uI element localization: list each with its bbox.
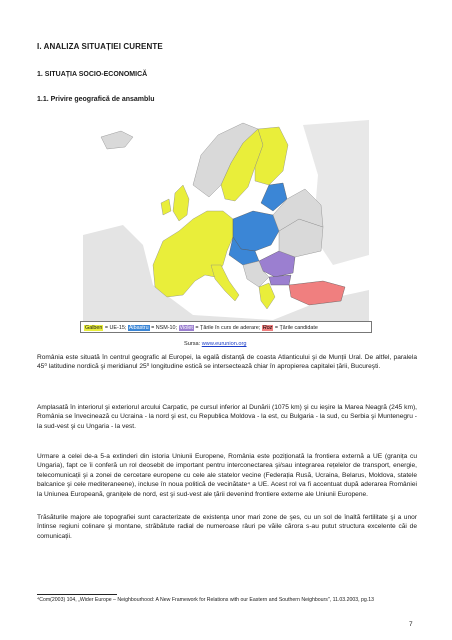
map-source [184, 341, 247, 347]
subsection-heading: 1. SITUAȚIA SOCIO-ECONOMICĂ [37, 71, 148, 78]
legend-red-text: = Țările candidate [273, 325, 318, 331]
legend-violet-swatch: Violet [179, 325, 193, 331]
footnote-divider [37, 594, 117, 595]
footnote: ⁴Com(2003) 104, „Wider Europe – Neighbourhood: A New Framework for Relations with our Eastern and Southern Neighbours", 11.03.2003, pg.13 [37, 597, 375, 603]
page-number: 7 [409, 621, 413, 628]
paragraph-4: Trăsăturile majore ale topografiei sunt caracterizate de existența unor mari zone de şes, cu un sol de înaltă fertilitate şi a unor întinse regiuni colinare şi montane, străbătute radial de numeroase râuri pe văile cărora s-au putut structura excelente căi de comunicații. [37, 514, 417, 540]
paragraph-1: România este situată în centrul geografic al Europei, la egală distanță de coasta Atlanticului şi de Munții Ural. De altfel, paralela 45⁰ latitudine nordică şi meridianul 25⁰ longitudine estică se intersectează chiar în apropierea capitalei țării, Bucureşti. [37, 354, 417, 371]
europe-map-image [83, 115, 369, 325]
source-link[interactable]: www.eurunion.org [201, 341, 247, 347]
paragraph-2: Amplasată în interiorul şi exteriorul arcului Carpatic, pe cursul inferior al Dunării (1075 km) şi cu ieşire la Marea Neagră (245 km), România se învecinează cu Ucraina - la nord şi est, cu Republica Moldova - la est, cu Bulgaria - la sud, cu Serbia şi Muntenegru - la sud-vest şi cu Ungaria - la vest. [37, 404, 417, 430]
legend-blue-swatch: Albastru [128, 325, 149, 331]
legend-blue-text: = NSM-10; [149, 325, 179, 331]
legend-yellow-swatch: Galben [85, 325, 103, 331]
legend-red-swatch: Roz [262, 325, 273, 331]
legend-violet-text: = Țările în curs de aderare; [193, 325, 262, 331]
subsubsection-heading: 1.1. Privire geografică de ansamblu [37, 96, 155, 103]
source-label: Sursa: [184, 341, 202, 347]
paragraph-3: Urmare a celei de-a 5-a extinderi din istoria Uniunii Europene, România este poziționată la frontiera externă a UE (granița cu Ungaria), fapt ce îi conferă un rol deosebit de important pentru interconectarea şi/sau integrarea rețelelor de transport, energie, telecomunicații şi a zonei de cercetare europene cu cele ale statelor vecine (Federația Rusă, Ucraina, Belarus, Moldova, statele balcanice şi cele mediteraneene), incluse în noua politică de vecinătate⁴ a UE. Acest rol va fi accentuat după aderarea României la Uniunea Europeană, granițele de nord, est şi sud-vest ale țării devenind frontiere externe ale Uniunii Europene. [37, 453, 417, 498]
map-legend [80, 321, 372, 333]
section-heading: I. ANALIZA SITUAȚIEI CURENTE [37, 42, 163, 51]
legend-yellow-text: = UE-15; [103, 325, 128, 331]
